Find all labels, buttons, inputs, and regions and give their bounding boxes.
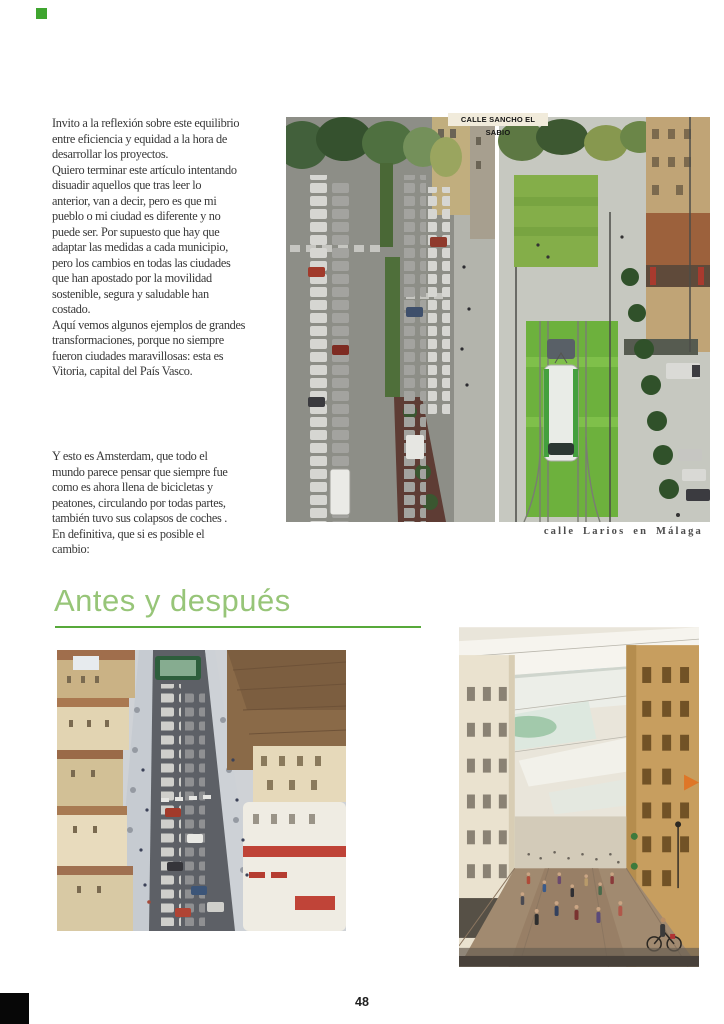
text-line: pero los cambios en todas las ciudades — [52, 255, 231, 270]
malaga-before-photo — [57, 650, 346, 931]
text-line: En definitiva, que si es posible el — [52, 526, 205, 541]
text-line: anterior, van a decir, pero es que mi — [52, 193, 217, 208]
text-line: entre eficiencia y equidad a la hora de — [52, 131, 228, 146]
vitoria-before-after-photo — [286, 117, 710, 522]
text-line: desarrollar los proyectos. — [52, 147, 169, 161]
bottom-left-footer-square — [0, 993, 29, 1024]
article-paragraph-1 — [52, 116, 270, 380]
text-line: mundo parece pensar que siempre fue — [52, 464, 228, 479]
text-line: transformaciones, porque no siempre — [52, 333, 224, 347]
text-line: Invito a la reflexión sobre este equilibrio — [52, 116, 240, 130]
text-line: peatones, circulando por todas partes, — [52, 495, 226, 510]
malaga-after-photo — [459, 627, 699, 967]
text-line: Quiero terminar este artículo intentando — [52, 162, 237, 177]
text-line: también tuvo sus colapsos de coches . — [52, 511, 228, 525]
street-name-tag: CALLE SANCHO EL SABIO — [448, 113, 548, 126]
text-line: sostenible, segura y saludable han — [52, 286, 209, 301]
text-line: Y esto es Amsterdam, que todo el — [52, 449, 208, 463]
text-line: como es ahora llena de bicicletas y — [52, 480, 213, 494]
text-line: pueblo o mi ciudad es diferente y no — [52, 209, 221, 223]
text-line: puede ser. Por supuesto que hay que — [52, 224, 220, 239]
text-line: disuadir aquellos que tras leer lo — [52, 178, 202, 192]
text-line: costado. — [52, 302, 91, 316]
text-line: adaptar las medidas a cada municipio, — [52, 240, 229, 254]
article-paragraph-2 — [52, 449, 270, 558]
section-heading: Antes y después — [54, 583, 291, 618]
text-line: cambio: — [52, 542, 90, 556]
top-left-accent-square — [36, 8, 47, 19]
page-number: 48 — [355, 995, 369, 1009]
text-line: Vitoria, capital del País Vasco. — [52, 364, 193, 378]
text-line: fueron ciudades maravillosas: esta es — [52, 348, 224, 363]
text-line: Aquí vemos algunos ejemplos de grandes — [52, 317, 246, 332]
text-line: que han apostado por la movilidad — [52, 271, 212, 285]
photo-caption: calle Larios en Málaga — [543, 526, 703, 537]
heading-underline — [55, 626, 421, 628]
